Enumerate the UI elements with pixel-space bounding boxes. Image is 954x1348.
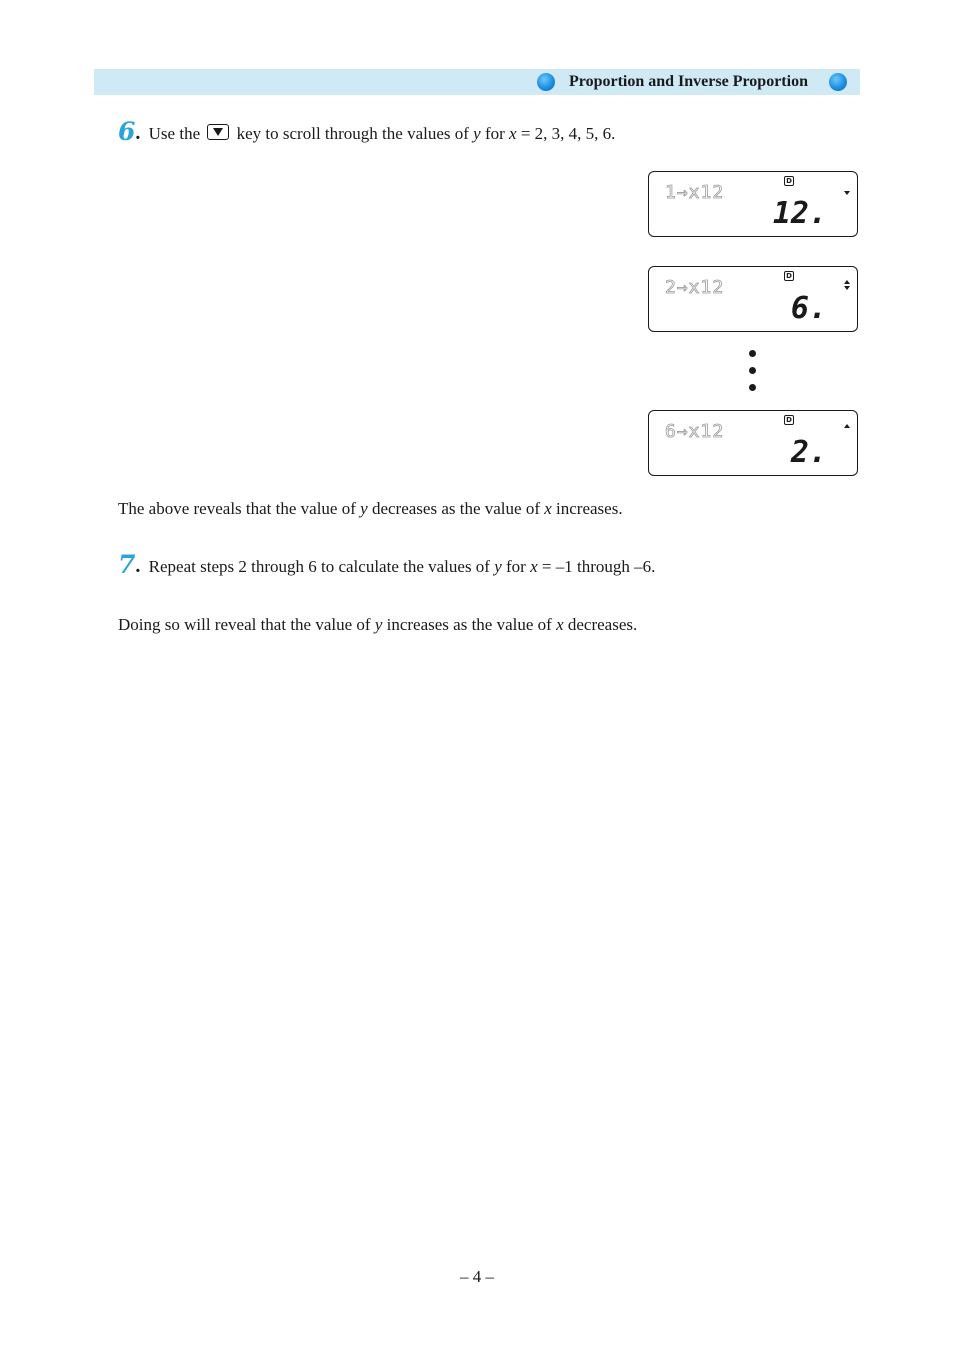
variable-x: x: [530, 557, 538, 576]
step-text: = 2, 3, 4, 5, 6.: [520, 124, 616, 143]
variable-y: y: [374, 615, 383, 634]
step-text: Use the: [148, 124, 201, 143]
calculator-screen: [648, 410, 858, 476]
screen-result: 2.: [790, 435, 827, 470]
calculator-screen: [648, 266, 858, 332]
page-number: – 4 –: [460, 1267, 494, 1286]
screen-expression: 6→x12: [665, 421, 725, 442]
header-left-bullet-icon: [537, 73, 555, 91]
page-header-title: Proportion and Inverse Proportion: [569, 73, 808, 90]
step-dot: .: [135, 555, 141, 577]
variable-y: y: [494, 557, 502, 576]
mode-indicator-icon: D: [784, 176, 794, 186]
paragraph-text: Doing so will reveal that the value of: [118, 615, 371, 634]
step-text: Repeat steps 2 through 6 to calculate the values of: [148, 557, 490, 576]
step-number: 6: [118, 117, 136, 146]
variable-y: y: [473, 124, 481, 143]
step-7: [118, 552, 655, 580]
screen-result: 12.: [772, 196, 827, 231]
step-text: for: [506, 557, 526, 576]
scroll-down-indicator-icon: [844, 191, 850, 195]
mode-indicator-icon: D: [784, 271, 794, 281]
step-text: = –1 through –6.: [541, 557, 656, 576]
scroll-down-indicator-icon: [844, 286, 850, 290]
step-6: [118, 119, 615, 147]
down-arrow-key-icon: [207, 124, 229, 140]
paragraph-text: increases as the value of: [386, 615, 552, 634]
ellipsis-dot: [749, 384, 756, 391]
variable-y: y: [360, 499, 368, 518]
explanation-paragraph: [118, 498, 623, 520]
step-text: key to scroll through the values of: [236, 124, 469, 143]
step-number: 7: [118, 550, 136, 579]
variable-x: x: [509, 124, 517, 143]
explanation-paragraph: [118, 614, 637, 636]
paragraph-text: decreases as the value of: [371, 499, 540, 518]
ellipsis-dot: [749, 350, 756, 357]
scroll-up-indicator-icon: [844, 424, 850, 428]
step-dot: .: [135, 122, 141, 144]
mode-indicator-icon: D: [784, 415, 794, 425]
variable-x: x: [544, 499, 552, 518]
header-right-bullet-icon: [829, 73, 847, 91]
calculator-screen: [648, 171, 858, 237]
variable-x: x: [556, 615, 564, 634]
paragraph-text: increases.: [556, 499, 623, 518]
screen-expression: 1→x12: [665, 182, 725, 203]
paragraph-text: The above reveals that the value of: [118, 499, 356, 518]
scroll-up-indicator-icon: [844, 280, 850, 284]
screen-expression: 2→x12: [665, 277, 725, 298]
paragraph-text: decreases.: [567, 615, 638, 634]
step-text: for: [484, 124, 505, 143]
screen-result: 6.: [790, 291, 827, 326]
ellipsis-dot: [749, 367, 756, 374]
